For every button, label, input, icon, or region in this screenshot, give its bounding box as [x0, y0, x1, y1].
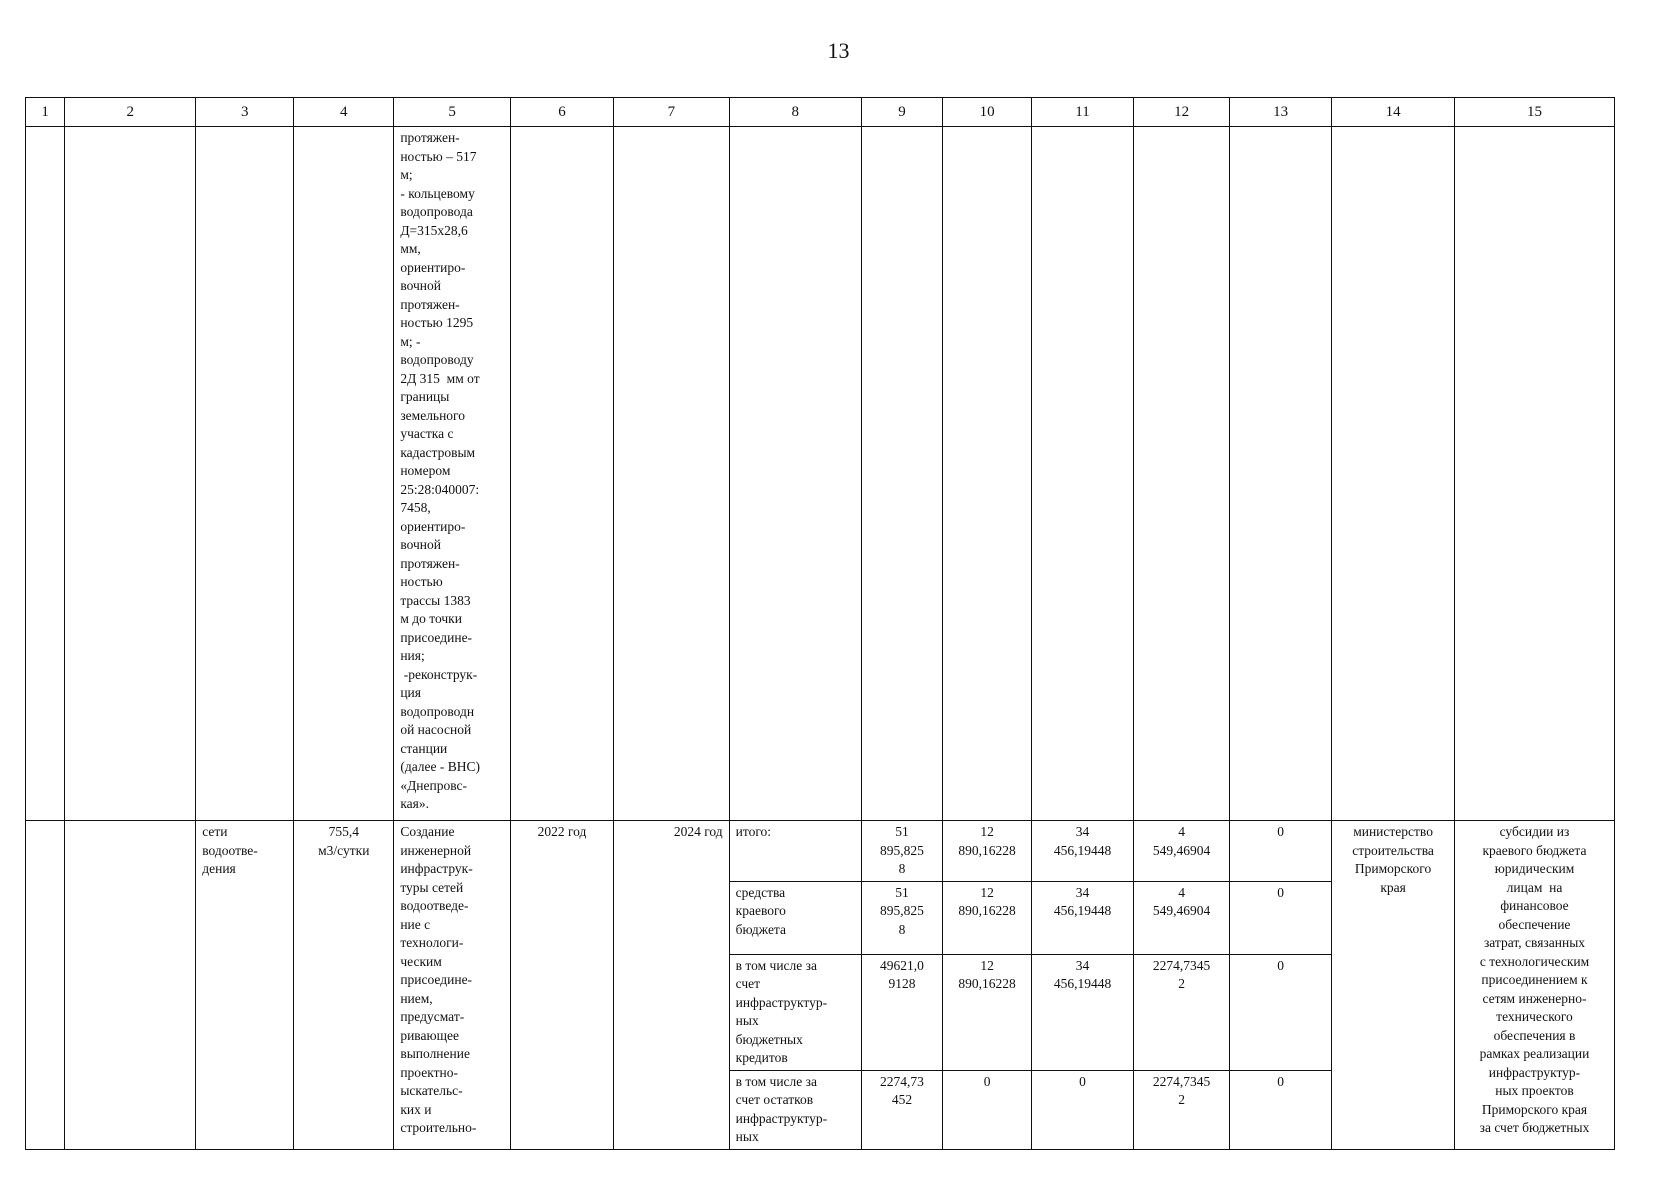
amount-col12 — [1134, 821, 1230, 882]
text-line: 0 — [1277, 957, 1284, 973]
text-line: «Днепровс- — [400, 777, 468, 793]
text-line: 0 — [1277, 824, 1284, 839]
text-line: ция — [400, 685, 421, 700]
text-line: счет остатков — [735, 1092, 814, 1107]
text-line: 51 — [895, 824, 909, 839]
text-line: итого: — [735, 824, 772, 839]
header-cell: 6 — [510, 98, 613, 127]
text-line: юридическим — [1494, 861, 1575, 876]
amount-col12 — [1134, 1070, 1230, 1149]
page-number: 13 — [827, 38, 850, 63]
text-line: бюджетных — [735, 1031, 803, 1047]
text-line: 890,16228 — [958, 976, 1016, 991]
amount-col9 — [861, 881, 943, 954]
text-line: протяжен- — [400, 130, 460, 145]
text-line: 12 — [980, 957, 994, 973]
text-line: ких и — [400, 1101, 432, 1117]
text-line: ориентиро- — [400, 518, 466, 534]
text-line: края — [1380, 879, 1406, 895]
text-line: в том числе за — [735, 957, 817, 973]
text-line: финансовое — [1500, 898, 1569, 913]
text-line: 456,19448 — [1053, 976, 1112, 991]
text-line: 755,4 — [328, 824, 359, 839]
text-line: ния; — [400, 648, 425, 663]
header-cell: 2 — [65, 98, 196, 127]
amount-col9 — [861, 1070, 943, 1149]
text-line: водоотве- — [202, 842, 258, 858]
text-line: 0 — [983, 1073, 991, 1089]
amount-col11 — [1031, 954, 1133, 1070]
header-row — [26, 98, 1615, 127]
text-line: 8 — [898, 861, 906, 876]
text-line: 895,825 — [880, 842, 924, 858]
text-line: краевого бюджета — [1482, 842, 1587, 858]
text-line: рамках реализации — [1479, 1046, 1590, 1061]
text-line: ориентиро- — [400, 259, 466, 275]
text-line: 2 — [1178, 976, 1185, 991]
text-line: протяжен- — [400, 296, 460, 312]
text-line: бюджета — [735, 921, 786, 937]
text-line: водопровода — [400, 204, 473, 219]
text-line: кадастровым — [400, 444, 476, 460]
text-line: ыскательс- — [400, 1083, 463, 1098]
text-line: водопроводн — [400, 703, 475, 719]
text-line: 12 — [980, 884, 994, 900]
text-line: ностью — [400, 574, 443, 589]
text-line: обеспечение — [1498, 916, 1571, 932]
text-line: Создание — [400, 824, 455, 839]
text-line: м; — [400, 167, 413, 182]
text-line: 8 — [898, 921, 906, 937]
header-cell: 11 — [1031, 98, 1133, 127]
text-line: технологи- — [400, 935, 464, 950]
text-line: обеспечения в — [1493, 1027, 1576, 1043]
text-line: 549,46904 — [1152, 842, 1211, 858]
text-line: мм, — [400, 241, 421, 256]
text-line: 34 — [1075, 824, 1090, 839]
text-line: выполнение — [400, 1046, 470, 1061]
amount-col9 — [861, 821, 943, 882]
header-cell: 4 — [294, 98, 394, 127]
capacity — [294, 821, 394, 1150]
text-line: вочной — [400, 537, 441, 552]
amount-col12 — [1134, 954, 1230, 1070]
amount-col11 — [1031, 821, 1133, 882]
text-line: присоедине- — [400, 629, 473, 645]
text-line: 2274,73 — [880, 1073, 924, 1089]
amount-col13 — [1230, 954, 1332, 1070]
funding-label — [729, 821, 861, 882]
text-line: 9128 — [888, 976, 916, 991]
text-line: средства — [735, 884, 786, 900]
start-year: 2022 год — [510, 821, 613, 1150]
amount-col10 — [943, 881, 1032, 954]
text-line: 2274,7345 — [1152, 1073, 1211, 1089]
text-line: строительства — [1352, 842, 1434, 858]
text-line: 456,19448 — [1053, 842, 1112, 858]
text-line: инфраструктур- — [1488, 1064, 1581, 1080]
text-line: участка с — [400, 426, 454, 441]
text-line: технического — [1496, 1009, 1573, 1024]
end-year: 2024 год — [614, 821, 730, 1150]
funding-label — [729, 954, 861, 1070]
text-line: строительно- — [400, 1120, 477, 1135]
text-line: 4 — [1178, 884, 1185, 900]
text-line: 2 — [1178, 1092, 1185, 1107]
text-line: протяжен- — [400, 555, 460, 571]
text-line: присоедине- — [400, 972, 473, 987]
text-line: инфраструктур- — [735, 1110, 828, 1126]
continuation-row — [26, 127, 1615, 821]
text-line: 4 — [1178, 824, 1185, 839]
text-line: 890,16228 — [958, 842, 1016, 858]
funding-label — [729, 1070, 861, 1149]
text-line: дения — [202, 861, 236, 876]
text-line: нием, — [400, 990, 433, 1006]
header-cell: 1 — [26, 98, 65, 127]
text-line: инженерной — [400, 842, 472, 858]
text-line: номером — [400, 463, 451, 478]
amount-col11 — [1031, 881, 1133, 954]
amount-col11 — [1031, 1070, 1133, 1149]
responsible-body — [1332, 821, 1455, 1150]
funding-row-total — [26, 821, 1615, 882]
text-line: 0 — [1277, 884, 1284, 900]
text-line: 890,16228 — [958, 903, 1016, 918]
text-line: ривающее — [400, 1027, 459, 1043]
text-line: 2274,7345 — [1152, 957, 1211, 973]
text-line: 0 — [1277, 1073, 1284, 1089]
funding-label — [729, 881, 861, 954]
text-line: 549,46904 — [1152, 903, 1211, 918]
text-line: 12 — [980, 824, 994, 839]
text-line: ностью – 517 — [400, 148, 477, 164]
text-line: -реконструк- — [400, 666, 478, 682]
text-line: м до точки — [400, 611, 462, 626]
header-cell: 9 — [861, 98, 943, 127]
amount-col10 — [943, 1070, 1032, 1149]
amount-col10 — [943, 954, 1032, 1070]
text-line: предусмат- — [400, 1009, 465, 1024]
text-line: вочной — [400, 278, 441, 293]
text-line: 25:28:040007: — [400, 481, 480, 497]
text-line: ние с — [400, 916, 431, 932]
continuation-description — [394, 127, 511, 821]
text-line: ных — [735, 1013, 759, 1028]
text-line: водоотведе- — [400, 898, 469, 913]
text-line: субсидии из — [1499, 824, 1570, 839]
text-line: м; - — [400, 333, 421, 349]
text-line: министерство — [1353, 824, 1433, 839]
text-line: кредитов — [735, 1050, 788, 1065]
text-line: 0 — [1079, 1073, 1086, 1089]
amount-col12 — [1134, 881, 1230, 954]
text-line: 895,825 — [880, 903, 924, 918]
text-line: м3/сутки — [318, 842, 370, 858]
text-line: (далее - ВНС) — [400, 759, 481, 774]
header-cell: 15 — [1454, 98, 1614, 127]
text-line: сети — [202, 824, 228, 839]
text-line: водопроводу — [400, 352, 474, 367]
header-cell: 13 — [1230, 98, 1332, 127]
text-line: в том числе за — [735, 1073, 817, 1089]
text-line: Д=315х28,6 — [400, 222, 468, 238]
text-line: 2Д 315 мм от — [400, 370, 480, 386]
header-cell: 10 — [943, 98, 1032, 127]
text-line: ных — [735, 1129, 759, 1144]
text-line: туры сетей — [400, 879, 464, 895]
text-line: ных проектов — [1495, 1083, 1574, 1098]
text-line: счет — [735, 976, 761, 991]
data-table — [25, 97, 1615, 1150]
text-line: 456,19448 — [1053, 903, 1112, 918]
text-line: - кольцевому — [400, 185, 475, 201]
text-line: затрат, связанных — [1483, 935, 1586, 950]
text-line: 452 — [891, 1092, 913, 1107]
text-line: 51 — [895, 884, 909, 900]
text-line: краевого — [735, 903, 786, 918]
object-type — [196, 821, 294, 1150]
text-line: присоединением к — [1481, 972, 1588, 987]
text-line: станции — [400, 740, 448, 756]
text-line: инфраструктур- — [735, 994, 828, 1010]
header-cell: 14 — [1332, 98, 1455, 127]
text-line: кая». — [400, 796, 430, 811]
header-cell: 3 — [196, 98, 294, 127]
amount-col13 — [1230, 1070, 1332, 1149]
funding-source-description — [1454, 821, 1614, 1150]
header-cell: 8 — [729, 98, 861, 127]
header-cell: 7 — [614, 98, 730, 127]
text-line: 34 — [1075, 884, 1090, 900]
header-cell: 12 — [1134, 98, 1230, 127]
text-line: 49621,0 — [880, 957, 924, 973]
text-line: за счет бюджетных — [1479, 1120, 1590, 1135]
text-line: сетям инженерно- — [1482, 990, 1587, 1006]
text-line: лицам на — [1506, 879, 1563, 895]
amount-col10 — [943, 821, 1032, 882]
text-line: проектно- — [400, 1064, 458, 1080]
text-line: 34 — [1075, 957, 1090, 973]
text-line: трассы 1383 — [400, 592, 471, 608]
object-description — [394, 821, 511, 1150]
text-line: границы — [400, 389, 450, 404]
text-line: земельного — [400, 407, 466, 423]
amount-col13 — [1230, 881, 1332, 954]
amount-col9 — [861, 954, 943, 1070]
text-line: Приморского края — [1481, 1101, 1588, 1117]
text-line: ческим — [400, 953, 442, 969]
amount-col13 — [1230, 821, 1332, 882]
text-line: ностью 1295 — [400, 315, 474, 330]
text-line: ой насосной — [400, 722, 472, 737]
text-line: с технологическим — [1479, 953, 1590, 969]
text-line: инфраструк- — [400, 861, 473, 876]
text-line: Приморского — [1354, 861, 1432, 876]
text-line: 7458, — [400, 500, 431, 515]
header-cell: 5 — [394, 98, 511, 127]
